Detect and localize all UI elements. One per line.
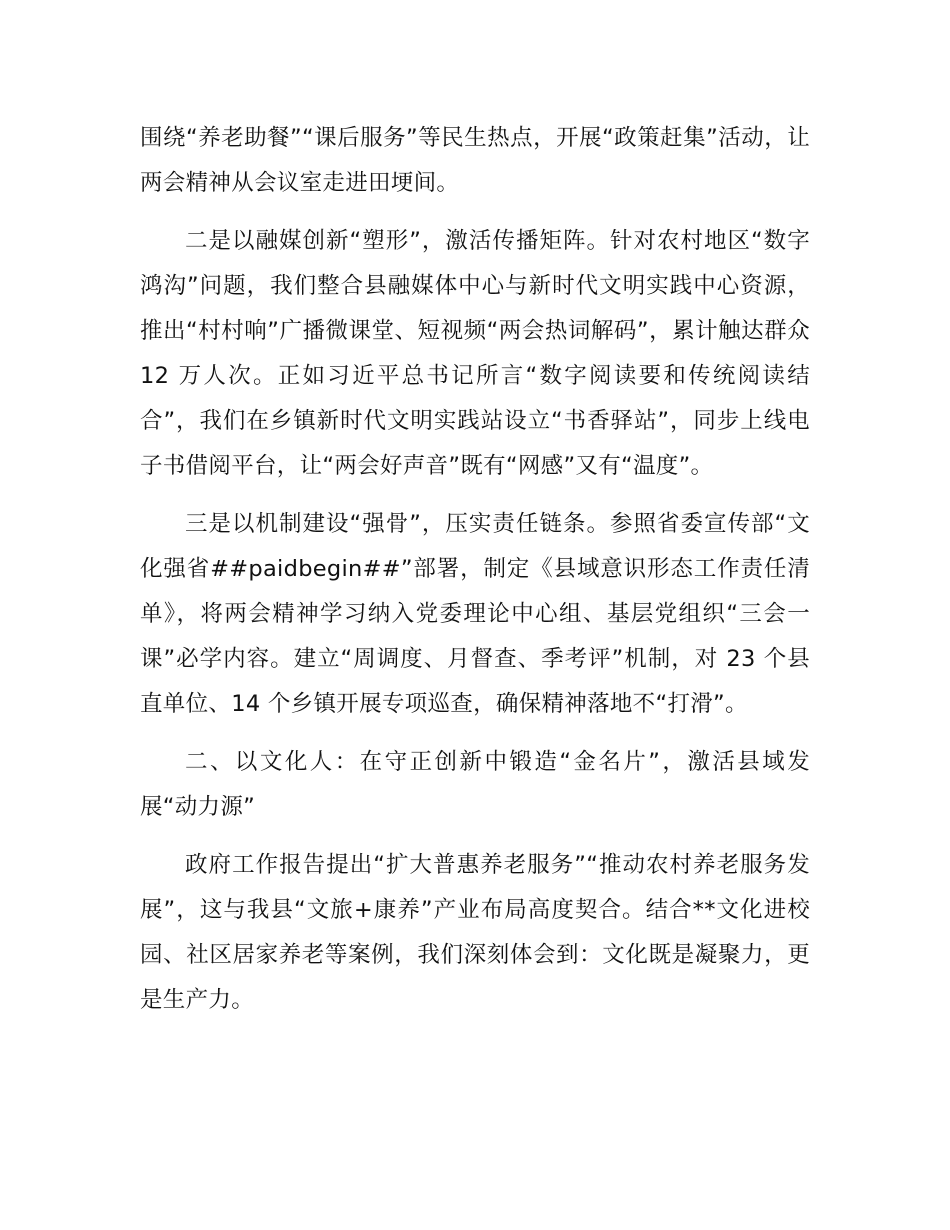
paragraph-mechanism-building: 三是以机制建设“强骨”，压实责任链条。参照省委宣传部“文化强省##paidbegin##”部署，制定《县域意识形态工作责任清单》，将两会精神学习纳入党委理论中心组、基层党组织“三会一课”必学内容。建立“周调度、月督查、季考评”机制，对 23 个县直单位、14 个乡镇开展专项巡查，确保精神落地不“打滑”。 [140,511,810,717]
paragraph-government-report: 政府工作报告提出“扩大普惠养老服务”“推动农村养老服务发展”，这与我县“文旅+康养”产业布局高度契合。结合**文化进校园、社区居家养老等案例，我们深刻体会到：文化既是凝聚力，更是生产力。 [140,852,810,1013]
paragraph-media-innovation: 二是以融媒创新“塑形”，激活传播矩阵。针对农村地区“数字鸿沟”问题，我们整合县融媒体中心与新时代文明实践中心资源，推出“村村响”广播微课堂、短视频“两会热词解码”，累计触达群众 12 万人次。正如习近平总书记所言“数字阅读要和传统阅读结合”，我们在乡镇新时代文明实践站设立“书香驿站”，同步上线电子书借阅平台，让“两会好声音”既有“网感”又有“温度”。 [140,228,810,479]
document-body [140,116,810,1036]
paragraph-continuation: 围绕“养老助餐”“课后服务”等民生热点，开展“政策赶集”活动，让两会精神从会议室走进田埂间。 [140,125,810,196]
section-heading-culture: 二、以文化人：在守正创新中锻造“金名片”，激活县域发展“动力源” [140,749,810,820]
